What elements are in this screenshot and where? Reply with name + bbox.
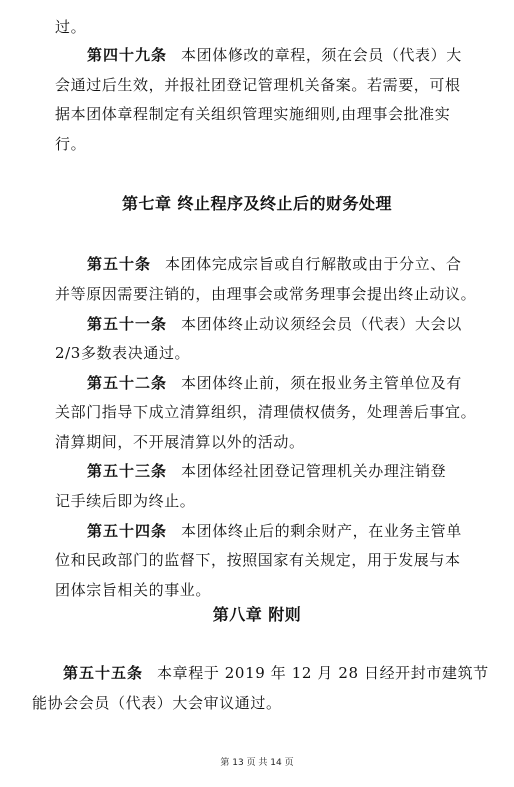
- text-line: 位和民政部门的监督下，按照国家有关规定，用于发展与本: [55, 551, 461, 569]
- article-53: [87, 461, 446, 481]
- article-number: 第五十条: [87, 255, 152, 273]
- text-line: 2/3多数表决通过。: [55, 344, 191, 362]
- article-51: [87, 314, 462, 334]
- article-54: [87, 521, 462, 541]
- text-line: 据本团体章程制定有关组织管理实施细则,由理事会批准实: [55, 105, 451, 123]
- article-49: [87, 45, 462, 65]
- text-line: 本团体经社团登记管理机关办理注销登: [181, 462, 447, 480]
- text-line: 过。: [55, 18, 87, 36]
- article-number: 第五十四条: [87, 522, 168, 540]
- text-line: 本章程于 2019 年 12 月 28 日经开封市建筑节: [157, 664, 489, 682]
- text-line: 本团体终止前，须在报业务主管单位及有: [181, 374, 462, 392]
- page-number-footer: 第 13 页 共 14 页: [220, 758, 294, 768]
- text-line: 能协会会员（代表）大会审议通过。: [32, 694, 282, 712]
- text-line: 并等原因需要注销的，由理事会或常务理事会提出终止动议。: [55, 285, 477, 303]
- text-line: 关部门指导下成立清算组织，清理债权债务，处理善后事宜。: [55, 403, 477, 421]
- text-line: 本团体终止动议须经会员（代表）大会以: [181, 315, 462, 333]
- article-number: 第五十三条: [87, 462, 168, 480]
- text-line: 本团体终止后的剩余财产，在业务主管单: [181, 522, 462, 540]
- article-number: 第五十五条: [63, 664, 144, 682]
- article-50: [87, 254, 461, 274]
- text-line: 团体宗旨相关的事业。: [55, 581, 212, 599]
- article-52: [87, 373, 462, 393]
- article-number: 第四十九条: [87, 46, 168, 64]
- article-55: [63, 663, 489, 683]
- article-number: 第五十二条: [87, 374, 168, 392]
- chapter-heading: 第七章 终止程序及终止后的财务处理: [121, 194, 393, 213]
- article-number: 第五十一条: [87, 315, 168, 333]
- text-line: 本团体完成宗旨或自行解散或由于分立、合: [165, 255, 462, 273]
- text-line: 行。: [55, 135, 87, 153]
- text-line: 清算期间，不开展清算以外的活动。: [55, 433, 305, 451]
- continued-text: [55, 17, 86, 37]
- text-line: 记手续后即为终止。: [55, 492, 196, 510]
- text-line: 本团体修改的章程，须在会员（代表）大: [181, 46, 462, 64]
- chapter-heading: 第八章 附则: [212, 605, 302, 624]
- text-line: 会通过后生效，并报社团登记管理机关备案。若需要，可根: [55, 76, 461, 94]
